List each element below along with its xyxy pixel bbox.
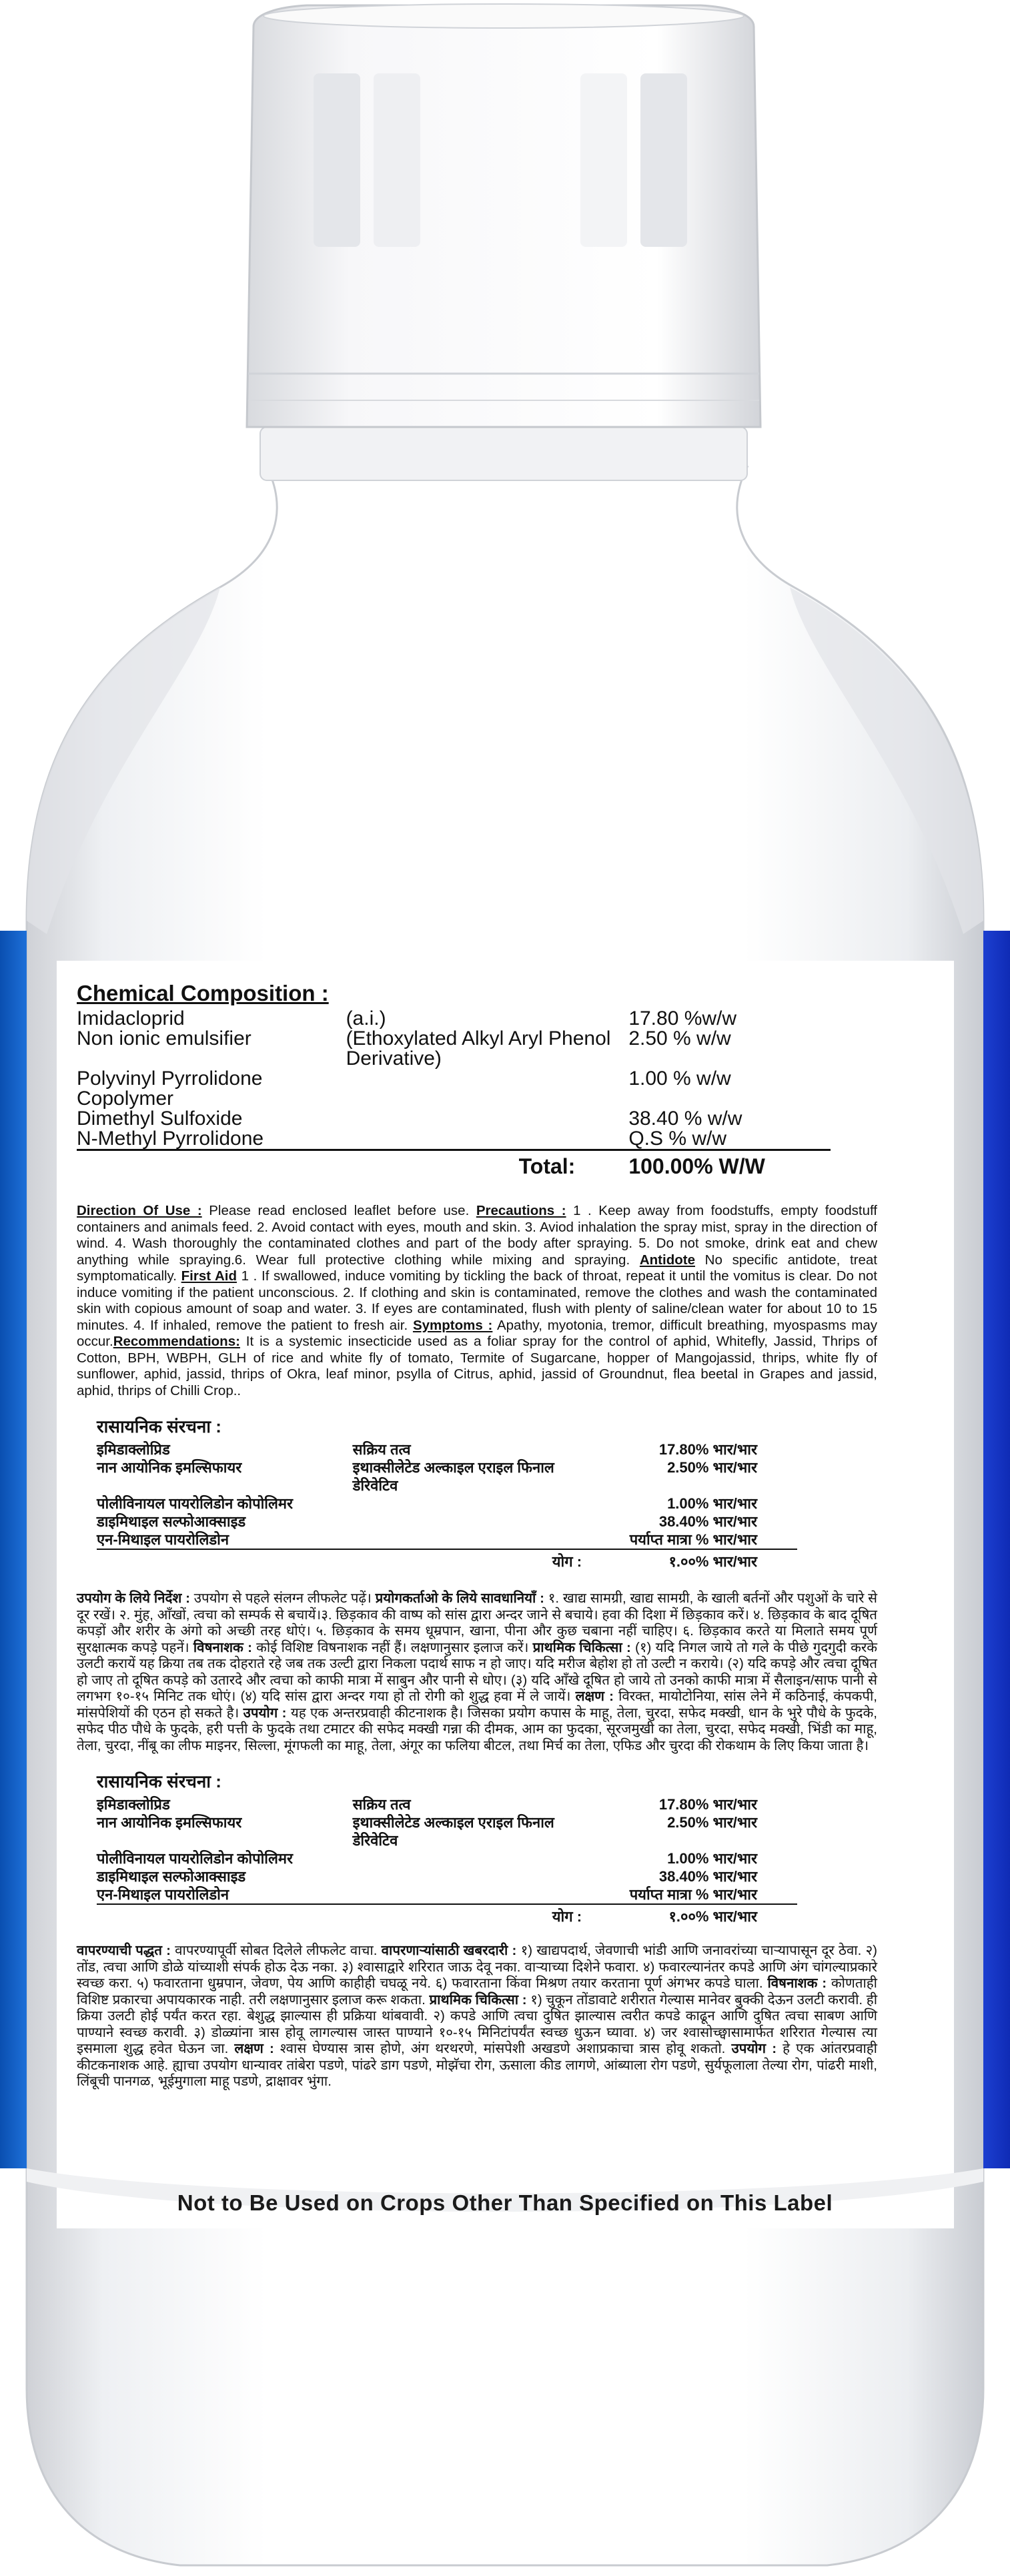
- ingredient-desc: सक्रिय तत्व: [352, 1441, 411, 1458]
- ingredient-value: 17.80% भार/भार: [658, 1796, 757, 1813]
- composition-table: [77, 1009, 831, 1176]
- ingredient-name: डाइमिथाइल सल्फोआक्साइड: [97, 1868, 246, 1885]
- label-content: [77, 981, 877, 2090]
- symptoms-text: श्वास घेण्यास त्रास होणे, अंग थरथरणे, मांसपेशी अखडणे अशाप्रकाचा त्रास होवू शकतो.: [274, 2041, 732, 2056]
- ingredient-value: 38.40% भार/भार: [658, 1868, 757, 1885]
- recommendations-label: उपयोग :: [731, 2041, 777, 2056]
- composition-row: [97, 1531, 797, 1549]
- ingredient-desc: [353, 1513, 595, 1531]
- total-value: १.००% भार/भार: [595, 1549, 797, 1571]
- ingredient-desc: इथाक्सीलेटेड अल्काइल एराइल फिनाल डेरिवेटिव: [352, 1459, 554, 1494]
- antidote-label: विषनाशक :: [767, 1976, 827, 1991]
- symptoms-label: लक्षण :: [234, 2041, 274, 2056]
- firstaid-label: प्राथमिक चिकित्सा :: [532, 1639, 631, 1655]
- english-instructions: [77, 1203, 877, 1399]
- antidote-text: कोई विशिष्ट विषनाशक नहीं हैं। लक्षणानुसार इलाज करें।: [251, 1639, 533, 1655]
- recommendations-text: यह एक अन्तरप्रवाही कीटनाशक है। जिसका प्रयोग कपास के माहू, तेला, चुरदा, सफेद मक्खी, धान के भुरे पौधे के फुदके, सफेद पीठ पौधे के फुदके, हरी पत्ती के फुदके तथा टमाटर की सफेद मक्खी गन्ना की दीमक, आम का फुदका, सूरजमुखी का तेला, चुरदा, सफेद मक्खी, भिंडी का माहू, तेला, चुरदा, नींबू का लीफ माइनर, सिल्ला, मूंगफली का माहू, तेला, अंगूर का फलिया बीटल, तथा मिर्च का तेला, एफिड और चुरदा की रोकथाम के लिए किया जाता है।: [77, 1705, 877, 1753]
- antidote-label: Antidote: [639, 1252, 695, 1268]
- composition-row: [77, 1009, 831, 1029]
- marathi-composition: [97, 1769, 811, 1925]
- composition-row: [77, 1069, 831, 1109]
- ingredient-name: नान आयोनिक इमल्सिफायर: [97, 1814, 242, 1831]
- recommendations-text: It is a systemic insecticide used as a foliar spray for the control of aphid, Whitefly, Jassid, Thrips of Cotton, BPH, WBPH, GLH of rice and white fly of tomato, Termite of Sugarcane, hopper of Mangojassid, thrips, white fly of sunflower, aphid, jassid, thrips of Okra, leaf minor, psylla of Citrus, aphid, jassid of Groundnut, flea beetal in Grapes and jassid, aphid, thrips of Chilli Crop..: [77, 1334, 877, 1398]
- composition-total-row: [97, 1904, 797, 1925]
- ingredient-value: 17.80 %w/w: [628, 1007, 737, 1029]
- hindi-composition-table: [97, 1440, 797, 1571]
- ingredient-name: पोलीविनायल पायरोलिडोन कोपोलिमर: [97, 1495, 294, 1512]
- composition-row: [97, 1885, 797, 1904]
- composition-total-row: [97, 1549, 797, 1571]
- ingredient-name: Imidacloprid: [77, 1007, 185, 1029]
- symptoms-label: लक्षण :: [575, 1689, 614, 1704]
- precautions-text: १. खाद्य सामग्री, खाद्य सामग्री, के खाली बर्तनों और पशुओं के चारे से दूर रखें। २. मुंह, आँखों, त्वचा को सम्पर्क से बचायें।३. छिड़काव की वाष्प को सांस द्वारा अन्दर जाने से बचाये। हवा की दिशा में छिड़काव करें। ४. छिड़काव के बाद दूषित कपड़ों और शरीर के अंगो को अच्छी तरह धोएं। ५. छिड़काव के समय धूम्रपान, खाना, पीना और कुछ चबाना नहीं चाहिए। ६. छिड़काव करते या मिलाते समय पूर्ण सुरक्षात्मक कपड़े पहनें।: [77, 1591, 878, 1655]
- composition-row: [97, 1440, 797, 1458]
- hindi-composition-title: रासायनिक संरचना :: [97, 1416, 221, 1436]
- recommendations-label: Recommendations:: [113, 1334, 240, 1349]
- ingredient-value: पर्याप्त मात्रा % भार/भार: [629, 1531, 757, 1548]
- ingredient-desc: [353, 1531, 595, 1549]
- precautions-label: वापरणाऱ्यांसाठी खबरदारी :: [381, 1943, 517, 1958]
- direction-label: उपयोग के लिये निर्देश :: [77, 1591, 190, 1606]
- ingredient-name: डाइमिथाइल सल्फोआक्साइड: [97, 1513, 246, 1530]
- ingredient-value: Q.S % w/w: [628, 1128, 727, 1150]
- hindi-instructions: [77, 1591, 877, 1754]
- precautions-text: १) खाद्यपदार्थ, जेवणाची भांडी आणि जनावरांच्या चाऱ्यापासून दूर ठेवा. २) तोंड, त्वचा आणि डोळे यांच्याशी संपर्क होऊ देऊ नका. ३) श्वासाद्वारे शरिरात जाऊ देवू नका. वाऱ्याच्या दिशेने फवारा. ४) फवारल्यानंतर कपडे आणि अंग चांगल्याप्रकारे स्वच्छ करा. ५) फवारताना धुम्रपान, जेवण, पेय आणि काहीही चघळू नये. ६) फवारताना किंवा मिश्रण तयार करताना पूर्ण अंगभर कपडे घाला.: [77, 1943, 877, 1991]
- chemical-composition: [77, 981, 877, 1176]
- ingredient-name: Polyvinyl Pyrrolidone Copolymer: [77, 1067, 263, 1110]
- ingredient-value: 38.40% भार/भार: [658, 1513, 757, 1530]
- direction-text: वापरण्यापूर्वी सोबत दिलेले लीफलेट वाचा.: [170, 1943, 382, 1958]
- direction-text: उपयोग से पहले संलग्न लीफलेट पढ़ें।: [190, 1591, 376, 1606]
- marathi-composition-table: [97, 1795, 797, 1925]
- ingredient-name: नान आयोनिक इमल्सिफायर: [97, 1459, 242, 1476]
- total-label: Total:: [77, 1150, 628, 1177]
- symptoms-label: Symptoms :: [412, 1317, 493, 1333]
- precautions-label: Precautions :: [476, 1203, 566, 1218]
- firstaid-text: 1 . If swallowed, induce vomiting by tickling the back of throat, repeat it until the vomitus is clear. Do not induce vomiting if the patient unconscious. 2. If clothing and skin is contaminated, remove the clothes and wash the contaminated skin with copious amount of soap and water. 3. If eyes are contaminated, flush with plenty of saline/clean water for about 10 to 15 minutes. 4. If inhaled, remove the patient to fresh air.: [77, 1268, 877, 1333]
- ingredient-value: 1.00% भार/भार: [667, 1495, 757, 1512]
- ingredient-desc: [346, 1069, 629, 1109]
- direction-label: वापरण्याची पद्धत :: [77, 1943, 171, 1958]
- precautions-label: प्रयोगकर्ताओ के लिये सावधानियाँ :: [375, 1591, 544, 1606]
- firstaid-text: (१) यदि निगल जाये तो गले के पीछे गुदगुदी करके उलटी करायें यह क्रिया तब तक दोहराते रहे जब तक उल्टी द्वारा निकला पदार्थ साफ न हो जाए। यदि मरीज बेहोश हो तो उल्टी न कराये। (२) यदि कपड़े और त्वचा दूषित हो जाए तो दूषित कपड़े को उतारदे और त्वचा को काफी मात्रा में साबुन और पानी से धोए। (३) यदि आँखे दूषित हो जाये तो उनको काफी मात्रा में सैलाइन/साफ पानी से लगभग १०-१५ मिनिट तक धोएं। (४) यदि सांस द्वारा अन्दर गया हो तो रोगी को शुद्ध हवा में ले जायें।: [77, 1639, 877, 1704]
- ingredient-value: 2.50% भार/भार: [667, 1459, 757, 1476]
- total-value: 100.00% W/W: [628, 1150, 831, 1177]
- symptoms-text: Apathy, myotonia, tremor, difficult breathing, myospasms may occur.: [77, 1317, 877, 1349]
- ingredient-value: 2.50 % w/w: [628, 1027, 731, 1049]
- ingredient-name: Non ionic emulsifier: [77, 1027, 251, 1049]
- ingredient-name: इमिडाक्लोप्रिड: [97, 1441, 170, 1458]
- marathi-composition-title: रासायनिक संरचना :: [97, 1771, 221, 1791]
- ingredient-name: पोलीविनायल पायरोलिडोन कोपोलिमर: [97, 1850, 294, 1867]
- ingredient-value: 38.40 % w/w: [628, 1108, 742, 1130]
- ingredient-desc: [353, 1849, 595, 1867]
- direction-label: Direction Of Use :: [77, 1203, 202, 1218]
- ingredient-desc: इथाक्सीलेटेड अल्काइल एराइल फिनाल डेरिवेटिव: [352, 1814, 554, 1849]
- ingredient-value: 1.00% भार/भार: [667, 1850, 757, 1867]
- firstaid-text: १) चुकून तोंडावाटे शरीरात गेल्यास मानेवर बुक्की देऊन उलटी करावी. ही क्रिया उलटी होई पर्यंत करत रहा. बेशुद्ध झाल्यास ही प्रक्रिया थांबवावी. २) कपडे आणि त्वचा दुषित झाल्यास त्वरीत कपडे काढून आणि दुषित त्वचा साबण आणि पाण्याने स्वच्छ करावी. ३) डोळ्यांना त्रास होवू लागल्यास जास्त पाण्याने १०-१५ मिनिटांपर्यंत स्वच्छ धुऊन घ्यावा. ४) जर श्वासोच्छ्वासामार्फत शरिरात गेल्यास त्या इसमाला शुद्ध हवेत घेऊन जा.: [77, 1992, 878, 2056]
- ingredient-name: एन-मिथाइल पायरोलिडोन: [97, 1531, 229, 1548]
- antidote-label: विषनाशक :: [193, 1639, 252, 1655]
- ingredient-name: N-Methyl Pyrrolidone: [77, 1128, 264, 1150]
- composition-row: [97, 1458, 797, 1494]
- ingredient-desc: (Ethoxylated Alkyl Aryl Phenol Derivative): [346, 1027, 611, 1069]
- ingredient-desc: [346, 1109, 629, 1129]
- composition-row: [77, 1109, 831, 1129]
- total-label: योग :: [353, 1904, 595, 1925]
- ingredient-desc: [353, 1494, 595, 1513]
- composition-total-row: [77, 1150, 831, 1177]
- composition-row: [77, 1029, 831, 1069]
- composition-row: [97, 1494, 797, 1513]
- composition-row: [97, 1813, 797, 1849]
- hindi-composition: [97, 1414, 811, 1571]
- ingredient-name: Dimethyl Sulfoxide: [77, 1108, 243, 1130]
- composition-row: [97, 1513, 797, 1531]
- antidote-text: No specific antidote, treat symptomatically.: [77, 1252, 877, 1284]
- ingredient-desc: [353, 1867, 595, 1885]
- antidote-text: कोणताही विशिष्ट प्रकारचा अपायकारक नाही. तरी लक्षणानुसार इलाज करू शकता.: [77, 1976, 877, 2008]
- ingredient-value: 1.00 % w/w: [628, 1067, 731, 1090]
- composition-row: [77, 1129, 831, 1150]
- total-value: १.००% भार/भार: [595, 1904, 797, 1925]
- ingredient-name: इमिडाक्लोप्रिड: [97, 1796, 170, 1813]
- composition-row: [97, 1795, 797, 1813]
- symptoms-text: विरक्त, मायोटोनिया, सांस लेने में कठिनाई, कंपकपी, मांसपेशियों की एठन हो सकते है।: [77, 1689, 878, 1721]
- ingredient-desc: [353, 1885, 595, 1904]
- crop-warning-text: Not to Be Used on Crops Other Than Specified on This Label: [177, 2190, 833, 2215]
- composition-row: [97, 1849, 797, 1867]
- ingredient-value: 2.50% भार/भार: [667, 1814, 757, 1831]
- recommendations-text: हे एक आंतरप्रवाही कीटकनाशक आहे. ह्याचा उपयोग धान्यावर तांबेरा पडणे, पांढरे डाग पडणे, मोझॅचा रोग, ऊसाला कीड लागणे, आंब्याला रोग पडणे, सुर्यफूलाला तेल्या रोग, पांढरी माशी, लिंबूची पानगळ, भूईमुगाला माहू पडणे, द्राक्षावर भुंगा.: [77, 2041, 877, 2089]
- direction-text: Please read enclosed leaflet before use.: [201, 1203, 476, 1218]
- recommendations-label: उपयोग :: [243, 1705, 287, 1721]
- marathi-instructions: [77, 1943, 877, 2090]
- composition-row: [97, 1867, 797, 1885]
- total-label: योग :: [353, 1549, 595, 1571]
- ingredient-desc: सक्रिय तत्व: [352, 1796, 411, 1813]
- ingredient-desc: [346, 1129, 629, 1150]
- precautions-text: 1 . Keep away from foodstuffs, empty foodstuff containers and animals feed. 2. Avoid contact with eyes, mouth and skin. 3. Aviod inhalation the spray mist, spray in the direction of wind. 4. Wash thoroughly the contaminated clothes and part of the body after spraying. 5. Do not smoke, drink eat and chew anything while spraying.6. Wear full protective clothing while mixing and spraying.: [77, 1203, 878, 1268]
- firstaid-label: First Aid: [181, 1268, 237, 1284]
- composition-title: Chemical Composition :: [77, 981, 329, 1005]
- ingredient-name: एन-मिथाइल पायरोलिडोन: [97, 1886, 229, 1903]
- firstaid-label: प्राथमिक चिकित्सा :: [429, 1992, 527, 2008]
- ingredient-value: पर्याप्त मात्रा % भार/भार: [629, 1886, 757, 1903]
- ingredient-desc: (a.i.): [346, 1007, 386, 1029]
- ingredient-value: 17.80% भार/भार: [658, 1441, 757, 1458]
